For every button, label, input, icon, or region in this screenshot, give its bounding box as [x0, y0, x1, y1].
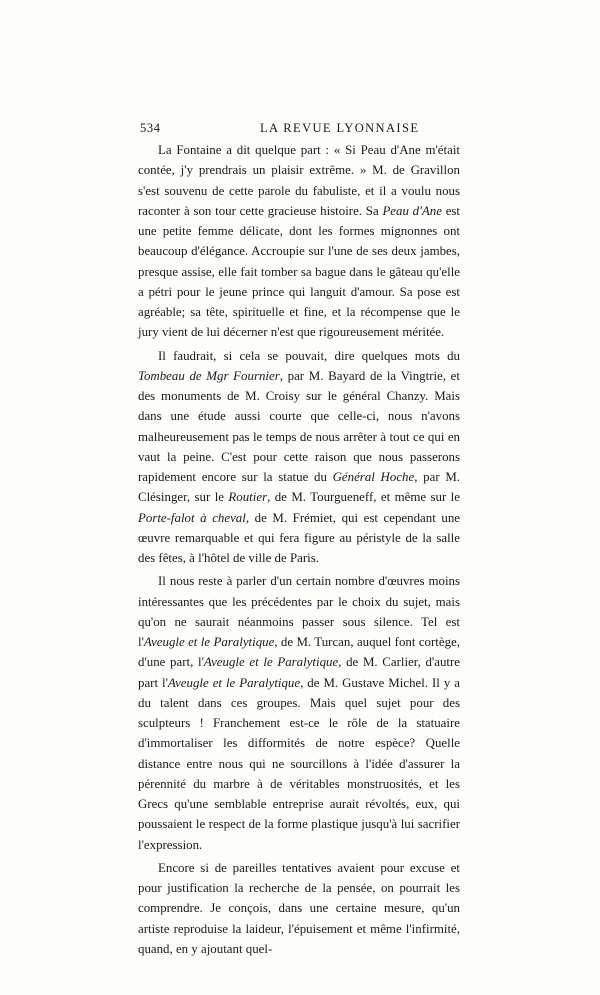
text-run: , par M. Clésinger, sur le — [138, 470, 461, 505]
text-run: , de M. Turcan, auquel font cortège, d'une part, l' — [138, 635, 460, 670]
italic-title: Aveugle et le Paralytique — [167, 675, 301, 690]
text-run: , de M. Gustave Michel. Il y a du talent dans ces groupes. Mais quel sujet pour des sculpteurs ! Franchement est-ce le rôle de la statuaire d'immortaliser les difformités de notre espèce? Quelle distance entre nous qui ne sourcillons à l'idée d'assurer la pérennité du marbre à de véritables monstruosités, et les Grecs qu'une semblable entreprise aurait révoltés, eux, qui poussaient le respect de la forme plastique jusqu'à lui sacrifier l'expression. — [138, 675, 460, 852]
paragraph — [138, 346, 460, 569]
running-title: LA REVUE LYONNAISE — [260, 121, 420, 135]
italic-title: Peau d'Ane — [382, 203, 442, 218]
text-run: , de M. Carlier, d'autre part l' — [138, 655, 460, 690]
text-run: , de M. Tourgueneff, et même sur le — [267, 490, 460, 505]
italic-title: Tombeau de Mgr Fournier — [138, 368, 280, 383]
text-run: , de M. Frémiet, qui est cependant une œuvre remarquable et qui fera figure au péristyle de la salle des fêtes, à l'hôtel de ville de Paris. — [138, 510, 460, 565]
text-run: Encore si de pareilles tentatives avaient pour excuse et pour justification la recherche de la pensée, on pourrait les comprendre. Je conçois, dans une certaine mesure, qu'un artiste reproduise la laideur, l'épuisement et même l'infirmité, quand, en y ajoutant quel- — [138, 860, 460, 956]
text-run: Il nous reste à parler d'un certain nombre d'œuvres moins intéressantes que les précédentes par le choix du sujet, mais qu'on ne saurait néanmoins passer sous silence. Tel est l' — [138, 574, 460, 649]
paragraph — [138, 140, 460, 343]
text-run: La Fontaine a dit quelque part : « Si Peau d'Ane m'était contée, j'y prendrais un plaisir extrême. » M. de Gravillon s'est souvenu de cette parole du fabuliste, et il a voulu nous raconter à son tour cette gracieuse histoire. Sa — [138, 143, 460, 218]
paragraph — [138, 571, 460, 855]
italic-title: Général Hoche — [332, 470, 415, 484]
text-run: , par M. Bayard de la Vingtrie, et des monuments de M. Croisy sur le général Chanzy. Mais dans une étude aussi courte que celle-ci, nous n'avons malheureusement pas le temps de nous arrêter à tout ce qui en vaut la peine. C'est pour cette raison que nous passerons rapidement encore sur la statue du — [138, 368, 460, 484]
text-run: Il faudrait, si cela se pouvait, dire quelques mots du — [158, 348, 460, 363]
italic-title: Aveugle et le Paralytique — [203, 655, 339, 670]
italic-title: Aveugle et le Paralytique — [143, 635, 275, 649]
article-body — [138, 140, 460, 959]
page-number: 534 — [140, 121, 161, 135]
italic-title: Routier — [228, 490, 268, 505]
paragraph — [138, 858, 460, 959]
text-run: est une petite femme délicate, dont les formes mignonnes ont beaucoup d'élégance. Accroupie sur l'une de ses deux jambes, presque assise, elle fait tomber sa bague dans le gâteau qu'elle a pétri pour le jeune prince qui languit d'amour. Sa pose est agréable; sa tête, spirituelle et fine, et la récompense que le jury vient de lui décerner n'est que rigoureusement méritée. — [138, 203, 461, 340]
page-header — [140, 121, 460, 139]
italic-title: Porte-falot à cheval — [138, 510, 246, 525]
